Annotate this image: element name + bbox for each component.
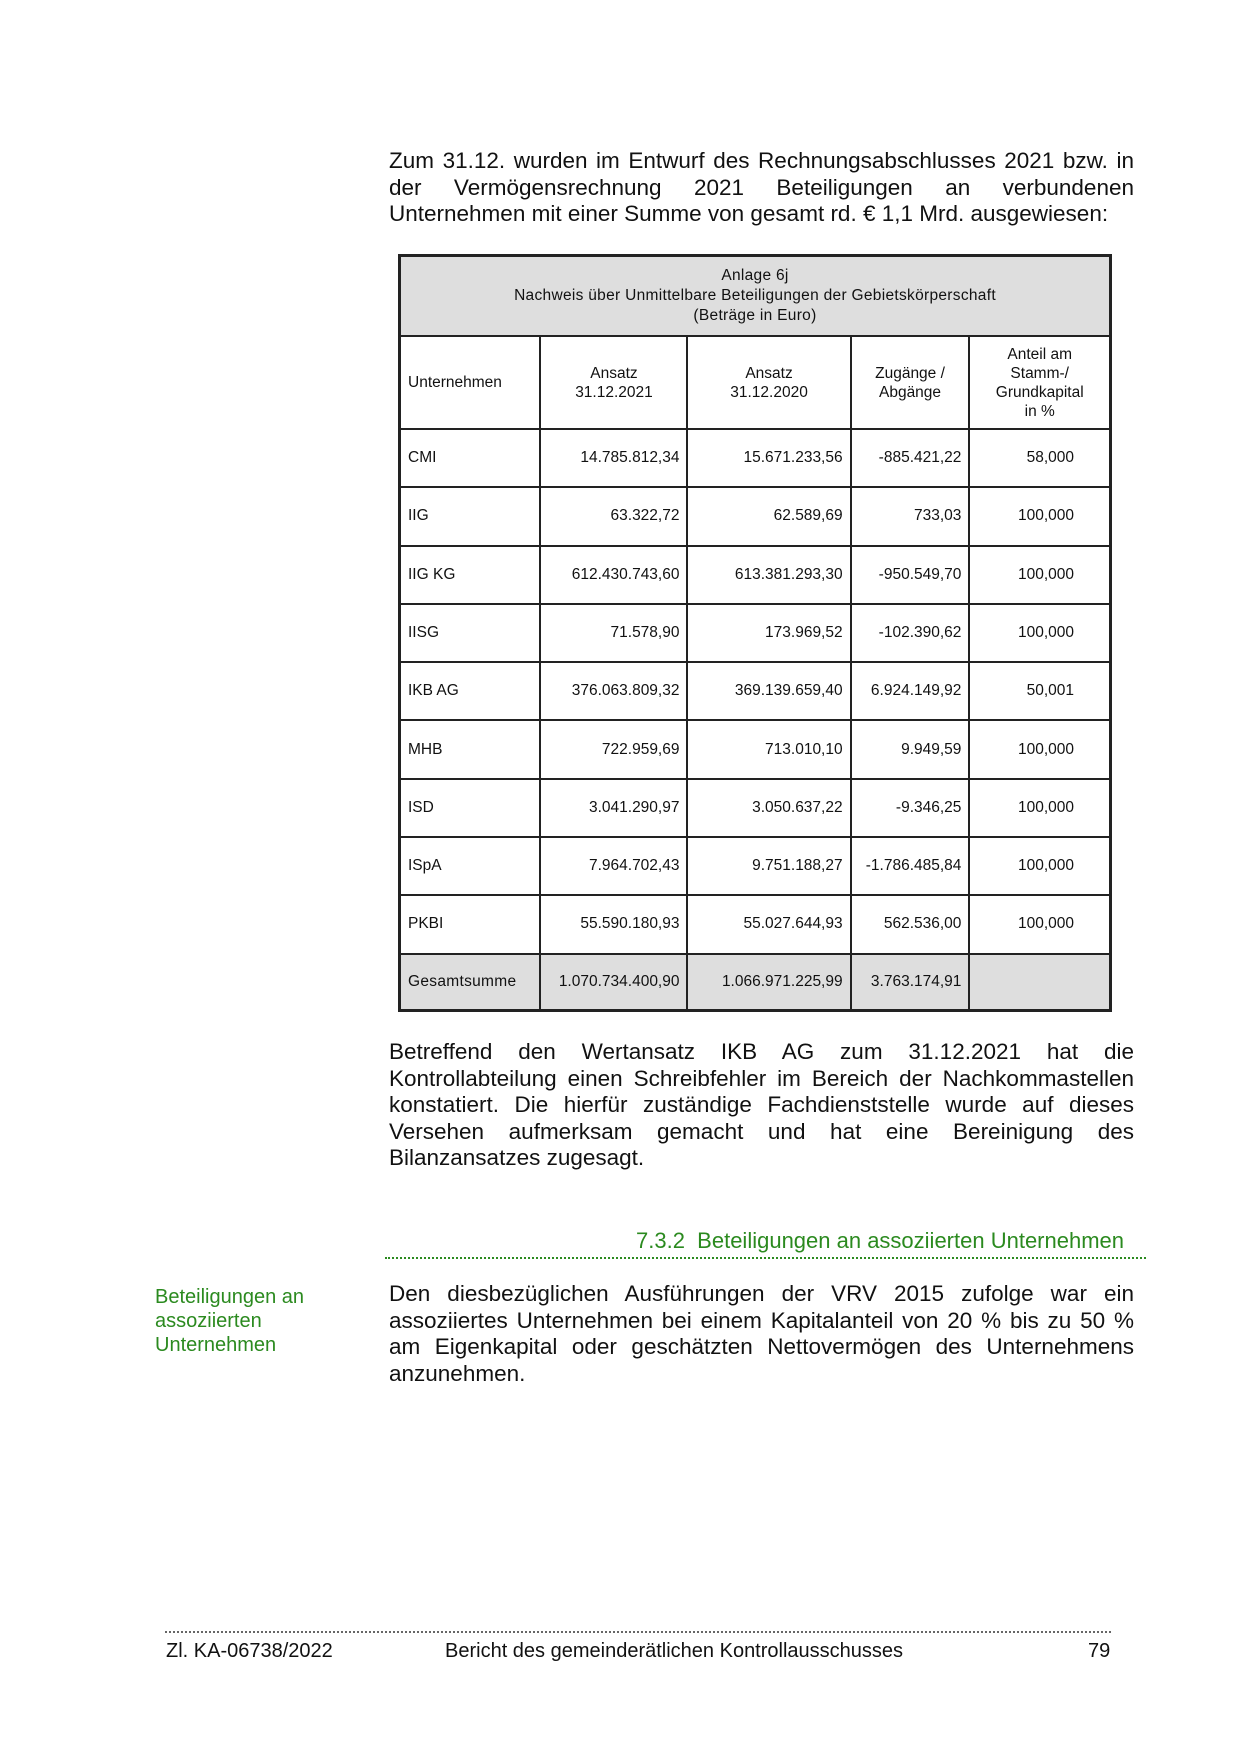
- total-zugaenge: 3.763.174,91: [851, 954, 970, 1011]
- cell-zugaenge: -1.786.485,84: [851, 837, 970, 895]
- section-title: Beteiligungen an assoziierten Unternehmen: [697, 1228, 1125, 1253]
- intro-paragraph: Zum 31.12. wurden im Entwurf des Rechnungsabschlusses 2021 bzw. in der Vermögensrechnung 2021 Beteiligungen an verbundenen Unternehmen mit einer Summe von gesamt rd. € 1,1 Mrd. ausgewiesen:: [389, 148, 1134, 226]
- cell-name: ISD: [400, 779, 541, 837]
- cell-zugaenge: -950.549,70: [851, 546, 970, 604]
- cell-ansatz-2020: 613.381.293,30: [687, 546, 850, 604]
- table-row: [400, 429, 1111, 487]
- cell-name: IIG: [400, 487, 541, 545]
- header-text: Anteil am: [1007, 345, 1073, 363]
- table-row: [400, 720, 1111, 778]
- cell-anteil: 50,001: [969, 662, 1110, 720]
- cell-zugaenge: 733,03: [851, 487, 970, 545]
- cell-zugaenge: -885.421,22: [851, 429, 970, 487]
- section-number: 7.3.2: [636, 1228, 685, 1253]
- cell-ansatz-2020: 3.050.637,22: [687, 779, 850, 837]
- beteiligungen-table: [398, 254, 1112, 1012]
- total-ansatz-2021: 1.070.734.400,90: [540, 954, 687, 1011]
- header-text: Ansatz: [590, 364, 638, 382]
- header-text: Zugänge /: [875, 364, 945, 382]
- cell-ansatz-2020: 62.589,69: [687, 487, 850, 545]
- header-text: Abgänge: [878, 383, 942, 401]
- table-row: [400, 546, 1111, 604]
- cell-ansatz-2021: 612.430.743,60: [540, 546, 687, 604]
- table-total-row: [400, 954, 1111, 1011]
- caption-line-2: Nachweis über Unmittelbare Beteiligungen der Gebietskörperschaft: [514, 287, 996, 305]
- cell-anteil: 100,000: [969, 546, 1110, 604]
- cell-ansatz-2021: 14.785.812,34: [540, 429, 687, 487]
- cell-anteil: 100,000: [969, 604, 1110, 662]
- cell-zugaenge: -9.346,25: [851, 779, 970, 837]
- cell-ansatz-2020: 713.010,10: [687, 720, 850, 778]
- footer-reference: Zl. KA-06738/2022: [166, 1640, 333, 1662]
- header-unternehmen: Unternehmen: [400, 336, 541, 428]
- cell-name: IIG KG: [400, 546, 541, 604]
- total-label: Gesamtsumme: [400, 954, 541, 1011]
- cell-anteil: 100,000: [969, 487, 1110, 545]
- cell-anteil: 100,000: [969, 720, 1110, 778]
- header-zugaenge: [851, 336, 970, 428]
- table-row: [400, 604, 1111, 662]
- cell-name: ISpA: [400, 837, 541, 895]
- cell-zugaenge: 6.924.149,92: [851, 662, 970, 720]
- cell-anteil: 100,000: [969, 837, 1110, 895]
- cell-ansatz-2021: 71.578,90: [540, 604, 687, 662]
- table-row: [400, 662, 1111, 720]
- header-text: 31.12.2021: [575, 383, 653, 401]
- cell-ansatz-2020: 55.027.644,93: [687, 895, 850, 953]
- paragraph-after-table: Betreffend den Wertansatz IKB AG zum 31.12.2021 hat die Kontrollabteilung einen Schreibfehler im Bereich der Nachkommastellen konstatiert. Die hierfür zuständige Fachdienststelle wurde auf dieses Versehen aufmerksam gemacht und hat eine Bereinigung des Bilanzansatzes zugesagt.: [389, 1039, 1134, 1170]
- cell-name: IISG: [400, 604, 541, 662]
- cell-ansatz-2021: 722.959,69: [540, 720, 687, 778]
- table-row: [400, 779, 1111, 837]
- table-row: [400, 837, 1111, 895]
- cell-ansatz-2021: 55.590.180,93: [540, 895, 687, 953]
- header-text: Grundkapital: [995, 383, 1084, 401]
- cell-anteil: 100,000: [969, 779, 1110, 837]
- cell-zugaenge: -102.390,62: [851, 604, 970, 662]
- section-divider: [385, 1257, 1146, 1259]
- cell-name: IKB AG: [400, 662, 541, 720]
- footer-divider: [165, 1631, 1111, 1633]
- cell-name: CMI: [400, 429, 541, 487]
- table-row: [400, 895, 1111, 953]
- section-paragraph: Den diesbezüglichen Ausführungen der VRV 2015 zufolge war ein assoziiertes Unternehmen bei einem Kapitalanteil von 20 % bis zu 50 % am Eigenkapital oder geschätzten Nettovermögen des Unternehmens anzunehmen.: [389, 1281, 1134, 1386]
- header-text: 31.12.2020: [730, 383, 808, 401]
- header-text: Ansatz: [745, 364, 793, 382]
- cell-anteil: 100,000: [969, 895, 1110, 953]
- cell-ansatz-2021: 3.041.290,97: [540, 779, 687, 837]
- table-caption: [400, 256, 1111, 337]
- cell-anteil: 58,000: [969, 429, 1110, 487]
- header-ansatz-2021: [540, 336, 687, 428]
- cell-ansatz-2020: 173.969,52: [687, 604, 850, 662]
- cell-ansatz-2020: 9.751.188,27: [687, 837, 850, 895]
- header-ansatz-2020: [687, 336, 850, 428]
- cell-name: MHB: [400, 720, 541, 778]
- section-heading: [636, 1228, 1124, 1254]
- header-text: in %: [1024, 402, 1055, 420]
- cell-zugaenge: 562.536,00: [851, 895, 970, 953]
- page-number: 79: [1088, 1640, 1111, 1662]
- cell-ansatz-2021: 63.322,72: [540, 487, 687, 545]
- caption-line-3: (Beträge in Euro): [693, 307, 817, 325]
- cell-zugaenge: 9.949,59: [851, 720, 970, 778]
- total-anteil: [969, 954, 1110, 1011]
- total-ansatz-2020: 1.066.971.225,99: [687, 954, 850, 1011]
- cell-name: PKBI: [400, 895, 541, 953]
- header-anteil: [969, 336, 1110, 428]
- cell-ansatz-2021: 376.063.809,32: [540, 662, 687, 720]
- cell-ansatz-2020: 15.671.233,56: [687, 429, 850, 487]
- table-row: [400, 487, 1111, 545]
- table-header-row: [400, 336, 1111, 428]
- footer-report-title: Bericht des gemeinderätlichen Kontrollausschusses: [445, 1640, 904, 1662]
- cell-ansatz-2021: 7.964.702,43: [540, 837, 687, 895]
- margin-note: Beteiligungen an assoziierten Unternehmen: [155, 1286, 305, 1356]
- header-text: Stamm-/: [1010, 364, 1069, 382]
- cell-ansatz-2020: 369.139.659,40: [687, 662, 850, 720]
- caption-line-1: Anlage 6j: [721, 267, 789, 285]
